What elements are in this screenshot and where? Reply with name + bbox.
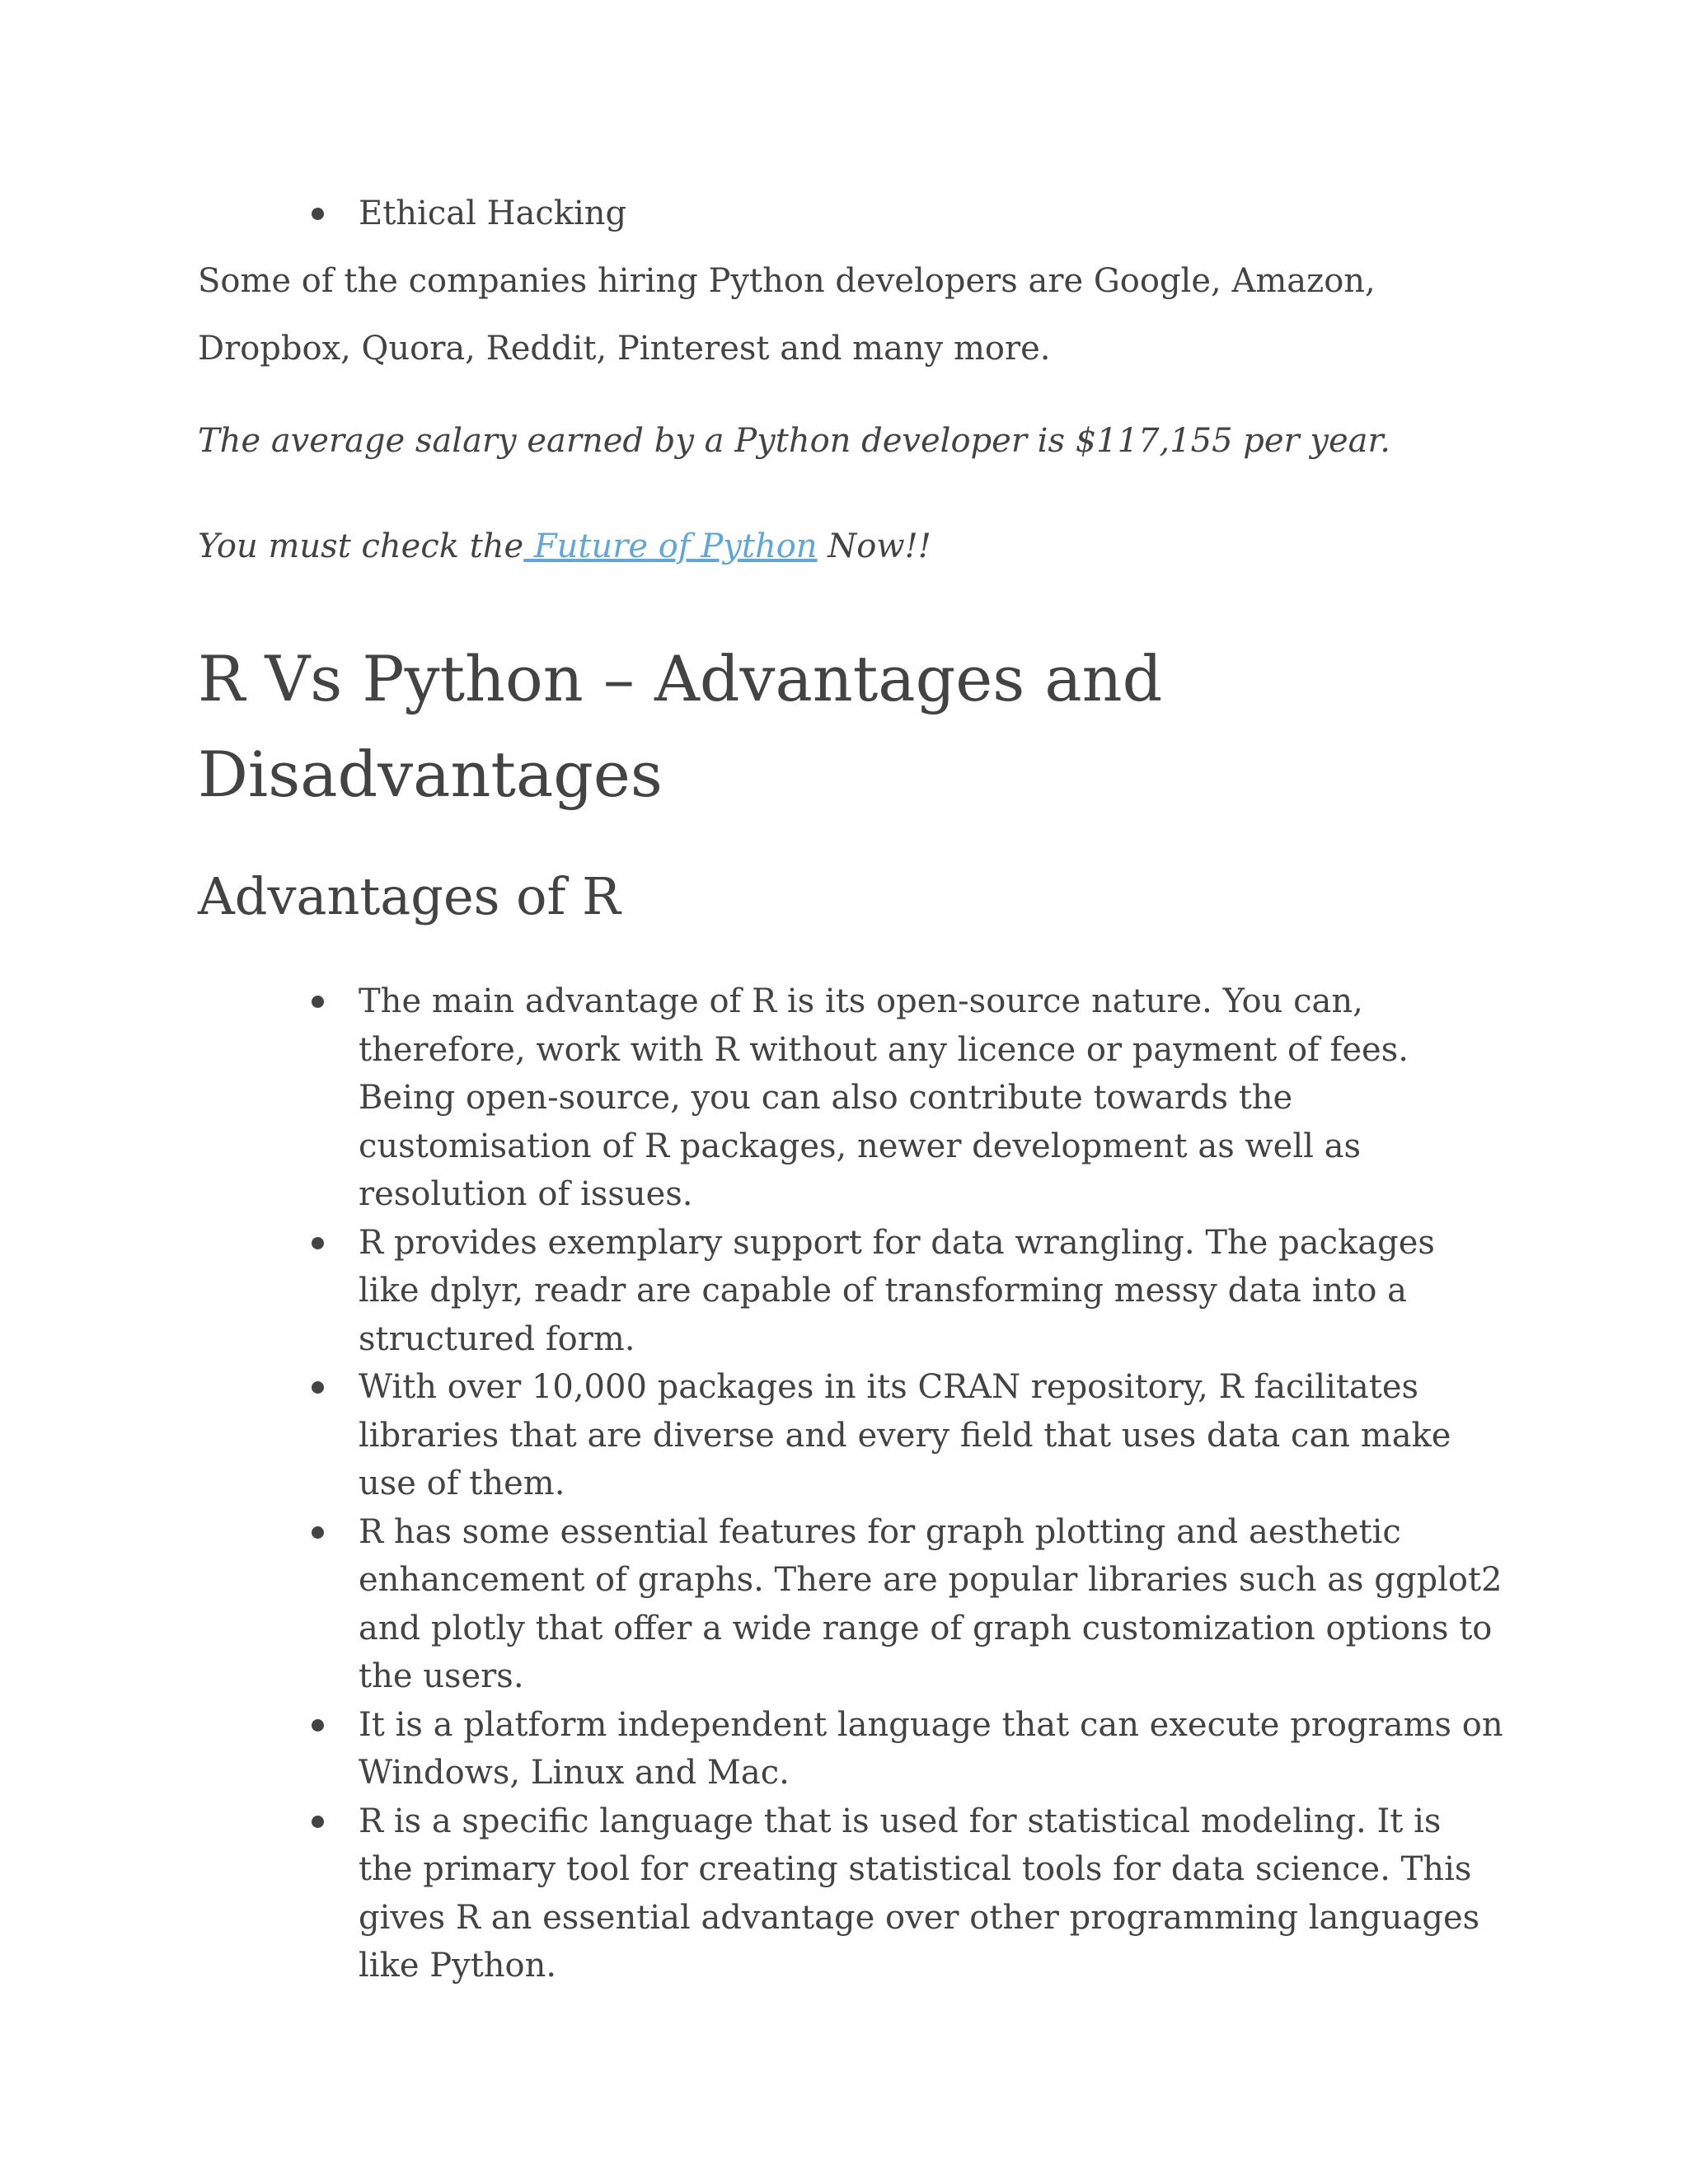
list-item bbox=[198, 1701, 1504, 1797]
future-paragraph bbox=[198, 523, 1484, 570]
future-of-python-link[interactable]: Future of Python bbox=[523, 527, 818, 565]
bullet-icon bbox=[312, 996, 324, 1008]
bullet-icon bbox=[312, 1816, 324, 1828]
main-heading: R Vs Python – Advantages and Disadvantages bbox=[198, 642, 1163, 811]
list-item bbox=[198, 1508, 1504, 1701]
salary-paragraph: The average salary earned by a Python developer is $117,155 per year. bbox=[198, 422, 1390, 460]
bullet-icon bbox=[312, 208, 324, 220]
advantages-list bbox=[198, 977, 1503, 1990]
bullet-icon bbox=[312, 1381, 324, 1394]
list-item-text: With over 10,000 packages in its CRAN repository, R facilitates libraries that are diverse and every field that uses data can make use of them. bbox=[359, 1368, 1451, 1502]
future-prefix: You must check the bbox=[198, 527, 524, 565]
list-item bbox=[198, 190, 1484, 237]
sub-heading: Advantages of R bbox=[198, 866, 621, 926]
list-item-text: R has some essential features for graph plotting and aesthetic enhancement of graphs. There are popular libraries such as ggplot2 and plotly that offer a wide range of graph customization options to the users. bbox=[359, 1512, 1503, 1695]
bullet-icon bbox=[312, 1237, 324, 1249]
list-item-text: The main advantage of R is its open-source nature. You can, therefore, work with R without any licence or payment of fees. Being open-source, you can also contribute towards the customisation of R packages, newer development as well as resolution of issues. bbox=[359, 982, 1409, 1213]
top-bullet-list bbox=[198, 190, 1484, 237]
list-item-text: Ethical Hacking bbox=[359, 194, 627, 232]
list-item bbox=[198, 977, 1504, 1219]
document-page bbox=[198, 190, 1503, 1990]
list-item bbox=[198, 1363, 1504, 1508]
list-item-text: It is a platform independent language that can execute programs on Windows, Linux and Mac. bbox=[359, 1705, 1503, 1792]
list-item-text: R provides exemplary support for data wrangling. The packages like dplyr, readr are capable of transforming messy data into a structured form. bbox=[359, 1223, 1435, 1358]
companies-paragraph: Some of the companies hiring Python developers are Google, Amazon, Dropbox, Quora, Reddit, Pinterest and many more. bbox=[198, 262, 1376, 368]
bullet-icon bbox=[312, 1526, 324, 1539]
future-suffix: Now!! bbox=[817, 527, 931, 565]
bullet-icon bbox=[312, 1719, 324, 1732]
list-item bbox=[198, 1797, 1504, 1990]
list-item bbox=[198, 1219, 1504, 1364]
list-item-text: R is a specific language that is used for statistical modeling. It is the primary tool for creating statistical tools for data science. This gives R an essential advantage over other programming languages like Python. bbox=[359, 1802, 1480, 1985]
